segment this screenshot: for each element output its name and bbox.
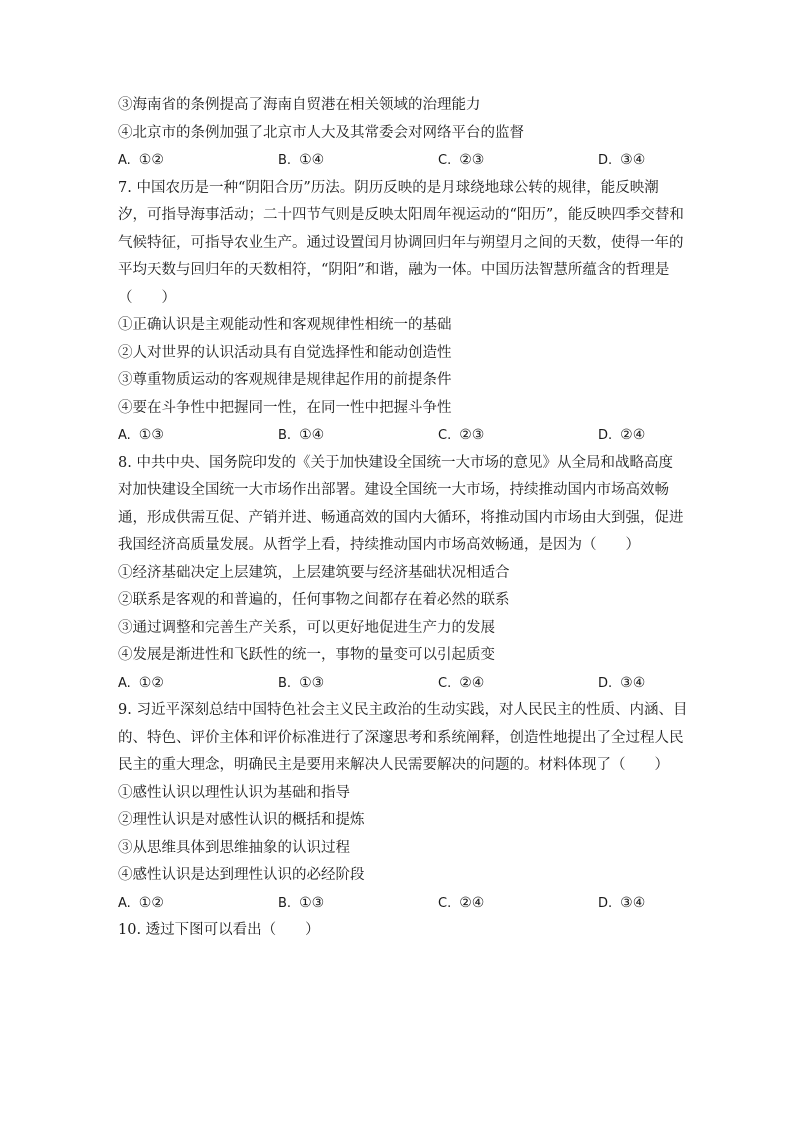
question-8: [118, 450, 684, 698]
q9-stem-line: 9. 习近平深刻总结中国特色社会主义民主政治的生动实践，对人民民主的性质、内涵、目: [118, 702, 688, 718]
option-text: ①③: [138, 427, 164, 443]
q7-item-3: ③尊重物质运动的客观规律是规律起作用的前提条件: [118, 372, 452, 388]
option-text: ①④: [299, 427, 325, 443]
option-letter: D.: [598, 153, 613, 168]
question-9: [118, 697, 688, 917]
q8-item-4: ④发展是渐进性和飞跃性的统一，事物的量变可以引起质变: [118, 647, 495, 663]
q7-stem-line: 7. 中国农历是一种“阴阳合历”历法。阴历反映的是月球绕地球公转的规律，能反映潮: [118, 179, 659, 196]
q9-stem-line: 民主的重大理念，明确民主是要用来解决人民需要解决的问题的。材料体现了（ ）: [118, 757, 669, 773]
q8-stem-line: 我国经济高质量发展。从哲学上看，持续推动国内市场高效畅通，是因为（ ）: [118, 537, 640, 553]
option-text: ①③: [299, 674, 325, 691]
q9-options: [118, 890, 678, 918]
q8-item-2: ②联系是客观的和普遍的，任何事物之间都存在着必然的联系: [118, 592, 510, 608]
q7-item-1: ①正确认识是主观能动性和客观规律性相统一的基础: [118, 317, 452, 333]
q7-stem-line: （ ）: [118, 289, 176, 306]
q9-item-4: ④感性认识是达到理性认识的必经阶段: [118, 867, 365, 883]
option-letter: B.: [278, 895, 292, 911]
q7-stem-line: 气候特征，可指导农业生产。通过设置闰月协调回归年与朔望月之间的天数，使得一年的: [118, 234, 684, 251]
option-letter: A.: [118, 428, 131, 443]
q8-options: [118, 670, 678, 698]
q8-option-c: [438, 670, 598, 698]
q9-item-3: ③从思维具体到思维抽象的认识过程: [118, 839, 350, 856]
q8-item-3: ③通过调整和完善生产关系，可以更好地促进生产力的发展: [118, 619, 495, 636]
option-letter: D.: [598, 428, 613, 443]
q9-option-d: [598, 890, 645, 918]
q8-stem: [118, 450, 684, 560]
q9-option-c: [438, 890, 598, 918]
option-letter: B.: [278, 428, 292, 443]
option-letter: A.: [118, 675, 131, 691]
q6-options: [118, 147, 678, 175]
option-text: ②③: [459, 152, 485, 168]
q9-stem: [118, 697, 688, 780]
option-text: ②③: [459, 427, 485, 443]
option-text: ①②: [138, 152, 164, 168]
page-content: [118, 92, 688, 945]
option-letter: C.: [438, 895, 452, 911]
q6-item-4: ④北京市的条例加强了北京市人大及其常委会对网络平台的监督: [118, 124, 524, 141]
option-letter: B.: [278, 675, 292, 691]
q8-option-a: [118, 670, 278, 698]
option-text: ②④: [620, 427, 646, 443]
q6-option-c: [438, 147, 598, 175]
option-letter: D.: [598, 895, 613, 911]
q8-option-b: [278, 670, 438, 698]
option-text: ③④: [620, 152, 646, 168]
option-text: ①③: [299, 894, 325, 911]
option-letter: A.: [118, 153, 131, 168]
q9-item-1: ①感性认识以理性认识为基础和指导: [118, 784, 350, 801]
q8-stem-line: 对加快建设全国统一大市场作出部署。建设全国统一大市场，持续推动国内市场高效畅: [118, 482, 669, 498]
option-text: ③④: [620, 894, 646, 911]
option-letter: B.: [278, 153, 292, 168]
q7-option-d: [598, 422, 645, 450]
option-letter: C.: [438, 428, 452, 443]
q7-option-c: [438, 422, 598, 450]
q6-option-a: [118, 147, 278, 175]
q8-stem-line: 8. 中共中央、国务院印发的《关于加快建设全国统一大市场的意见》从全局和战略高度: [118, 454, 673, 471]
q6-option-d: [598, 147, 645, 175]
question-6-tail: [118, 92, 678, 175]
q6-item-3: ③海南省的条例提高了海南自贸港在相关领域的治理能力: [118, 97, 481, 113]
option-text: ②④: [459, 674, 485, 691]
option-letter: C.: [438, 153, 452, 168]
q7-item-4: ④要在斗争性中把握同一性，在同一性中把握斗争性: [118, 399, 452, 416]
q7-stem-line: 汐，可指导海事活动；二十四节气则是反映太阳周年视运动的“阳历”，能反映四季交替和: [118, 207, 684, 223]
q6-option-b: [278, 147, 438, 175]
q8-item-1: ①经济基础决定上层建筑，上层建筑要与经济基础状况相适合: [118, 564, 510, 581]
option-text: ①②: [138, 894, 164, 911]
option-text: ①④: [299, 152, 325, 168]
option-letter: C.: [438, 675, 452, 691]
q9-item-2: ②理性认识是对感性认识的概括和提炼: [118, 812, 365, 828]
q7-stem-line: 平均天数与回归年的天数相符，“阴阳”和谐，融为一体。中国历法智慧所蕴含的哲理是: [118, 262, 670, 278]
q7-stem: [118, 175, 684, 313]
q9-stem-line: 的、特色、评价主体和评价标准进行了深邃思考和系统阐释，创造性地提出了全过程人民: [118, 729, 684, 746]
question-10: [118, 917, 678, 945]
q9-option-b: [278, 890, 438, 918]
q7-option-a: [118, 422, 278, 450]
q7-item-2: ②人对世界的认识活动具有自觉选择性和能动创造性: [118, 344, 452, 361]
option-letter: A.: [118, 895, 131, 911]
option-text: ②④: [459, 894, 485, 911]
q7-option-b: [278, 422, 438, 450]
option-text: ③④: [620, 674, 646, 691]
question-7: [118, 175, 684, 450]
option-letter: D.: [598, 675, 613, 691]
q8-stem-line: 通，形成供需互促、产销并进、畅通高效的国内大循环，将推动国内市场由大到强，促进: [118, 509, 684, 526]
q9-option-a: [118, 890, 278, 918]
q7-options: [118, 422, 678, 450]
option-text: ①②: [138, 674, 164, 691]
q10-stem: 10. 透过下图可以看出（ ）: [118, 922, 320, 938]
q8-option-d: [598, 670, 645, 698]
